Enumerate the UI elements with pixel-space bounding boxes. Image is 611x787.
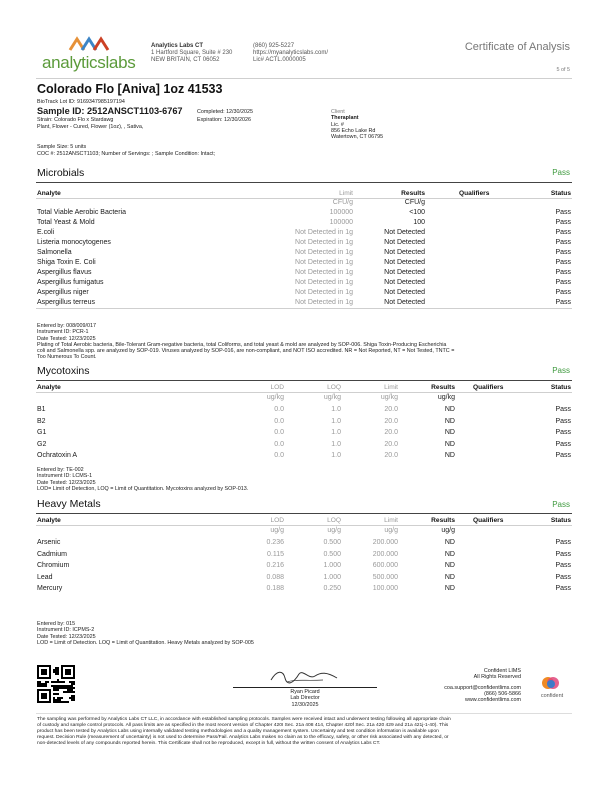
lod-cell: 0.115 [267,550,284,558]
lims-phone: (866) 506-5866 [484,690,521,697]
mycotoxins-header-results: Results [431,384,455,391]
limit-cell: Not Detected in 1g [295,269,353,276]
analyte-cell: Salmonella [37,249,72,256]
result-cell: ND [444,406,455,413]
lab-address-2: NEW BRITAIN, CT 06052 [151,57,220,63]
status-cell: Pass [555,585,571,593]
page-number: 5 of 5 [556,67,570,73]
microbials-title: Microbials [37,167,85,179]
status-cell: Pass [555,259,571,266]
table-row [0,208,611,218]
analyte-cell: Aspergillus terreus [37,299,95,306]
microbials-header-qualifiers: Qualifiers [459,190,490,197]
heavy-metals-title: Heavy Metals [37,498,101,510]
heavy-metals-units-lod: ug/g [270,527,284,534]
table-row [0,228,611,238]
confident-logo [532,674,572,704]
limit-cell: Not Detected in 1g [295,229,353,236]
microbials-note-line: Too Numerous To Count. [37,354,97,361]
coc-line: COC #: 2512ANSCT1103; Number of Servings: ; Sample Condition: Intact; [37,151,216,157]
analyte-cell: Aspergillus flavus [37,269,92,276]
status-cell: Pass [555,289,571,296]
mycotoxins-notes [37,467,577,492]
loq-cell: 1.0 [331,440,341,448]
analyte-cell: Shiga Toxin E. Coli [37,259,96,266]
lod-cell: 0.0 [274,417,284,425]
lod-cell: 0.088 [266,573,284,581]
heavy-metals-header-limit: Limit [384,517,398,524]
lims-email[interactable]: coa.support@confidentlims.com [444,684,521,691]
heavy-metals-header-analyte: Analyte [37,517,61,524]
qr-code-icon [37,665,75,703]
loq-cell: 0.250 [323,585,341,593]
microbials-note-line: Date Tested: 12/23/2025 [37,335,96,342]
limit-cell: Not Detected in 1g [295,259,353,266]
table-row [0,268,611,278]
signature-line [233,687,377,688]
limit-cell: Not Detected in 1g [295,279,353,286]
client-block [331,109,383,140]
result-cell: ND [444,539,455,546]
heavy-metals-units-limit: ug/g [384,527,398,534]
mycotoxins-title: Mycotoxins [37,365,90,377]
limit-cell: 20.0 [384,452,398,460]
result-cell: ND [444,440,455,448]
signature-image [265,666,345,688]
microbials-note-line: coli and Salmonella spp. are analyzed by SOP-019. Viruses analyzed by SOP-016, are non-compliant, and NOT ISO accredited. NR = Not Reported, NT = Not Tested, TNTC = [37,348,455,355]
lims-web[interactable]: www.confidentlims.com [464,697,521,704]
heavy-metals-header-lod: LOD [270,517,284,524]
result-cell: ND [444,585,455,593]
mycotoxins-divider [36,380,572,381]
status-cell: Pass [555,279,571,286]
signature-block [233,689,377,708]
analyte-cell: Total Viable Aerobic Bacteria [37,209,126,216]
table-row [0,440,611,450]
heavy-metals-note-line: Date Tested: 12/23/2025 [37,633,96,640]
analyte-cell: Listeria monocytogenes [37,239,111,246]
analyte-cell: Aspergillus fumigatus [37,279,104,286]
mycotoxins-units-results: ug/kg [437,394,455,401]
status-cell: Pass [555,440,571,448]
lims-info [420,668,521,703]
result-cell: Not Detected [384,269,425,276]
result-cell: Not Detected [384,299,425,306]
disclaimer-line: request. Decision Rule (measurement of uncertainty) is not used to determine Pass/Fail. Analytics Labs makes no claim as to the efficacy, safety, or other risk associated with any detected, or [37,734,449,740]
lod-cell: 0.0 [274,406,284,413]
analyte-cell: G1 [37,429,47,437]
heavy-metals-header-loq: LOQ [327,517,341,524]
header-divider [36,78,572,79]
mycotoxins-header-analyte: Analyte [37,384,61,391]
lab-info [151,43,232,64]
result-cell: ND [444,429,455,437]
confident-logo-mark-icon [541,674,561,692]
doc-title: Certificate of Analysis [464,41,570,53]
sample-size: Sample Size: 5 units [37,144,87,150]
status-cell: Pass [555,239,571,246]
limit-cell: 20.0 [384,429,398,437]
microbials-note-line: Plating of Total Aerobic bacteria, Bile-Tolerant Gram-negative bacteria, total Coliforms, and total yeast & mold are analyzed by SOP-006. Shiga Toxin-Producing Escherichia [37,341,447,348]
lod-cell: 0.0 [274,440,284,448]
lims-title: Confident LIMS [483,668,521,674]
mycotoxins-units-limit: ug/kg [380,394,398,401]
disclaimer-line: of custody and sample control protocols. All pass limits are as specified in the most recent version of Chapter 420I Sec. 21a 408 414, Chapter 420f Sec. 21a 420 429 and 21a 421j-1-40). This [37,722,449,728]
mycotoxins-note-line: Entered by: TE-002 [37,467,84,473]
logo-mark-icon [68,36,112,52]
mycotoxins-header-loq: LOQ [327,384,341,391]
sample-id: Sample ID: 2512ANSCT1103-6767 [37,106,183,116]
limit-cell: Not Detected in 1g [295,299,353,306]
result-cell: ND [444,562,455,570]
loq-cell: 0.500 [323,550,341,558]
mycotoxins-header-lod: LOD [270,384,284,391]
heavy-metals-header-qualifiers: Qualifiers [473,517,504,524]
status-cell: Pass [555,299,571,306]
lod-cell: 0.0 [274,452,284,460]
analyte-cell: Lead [37,573,53,581]
confident-logo-text: confident [540,693,564,699]
lod-cell: 0.0 [274,429,284,437]
limit-cell: 20.0 [384,406,398,413]
status-cell: Pass [555,562,571,570]
status-cell: Pass [555,539,571,546]
heavy-metals-units-loq: ug/g [327,527,341,534]
table-row [0,288,611,298]
table-row [0,550,611,560]
lod-cell: 0.216 [266,562,284,570]
signer-title: Lab Director [290,695,320,702]
analyte-cell: Aspergillus niger [37,289,89,296]
lab-name: Analytics Labs CT [151,43,204,49]
table-row [0,428,611,438]
result-cell: <100 [409,209,425,216]
status-cell: Pass [555,417,571,425]
microbials-note-line: Instrument ID: PCR-1 [37,329,89,336]
mycotoxins-status: Pass [552,366,570,375]
heavy-metals-note-line: LOD = Limit of Detection. LOQ = Limit of Quantitation. Heavy Metals analyzed by SOP-005 [37,639,254,646]
microbials-units-limit: CFU/g [332,199,353,206]
status-cell: Pass [555,452,571,460]
status-cell: Pass [555,269,571,276]
heavy-metals-header-results: Results [431,517,455,524]
strain: Strain: Colorado Flo x Stardawg [37,117,114,123]
result-cell: ND [444,417,455,425]
client-address-2: Watertown, CT 06795 [331,134,384,141]
heavy-metals-header-divider [36,525,572,526]
heavy-metals-note-line: Entered by: 015 [37,621,76,627]
analyte-cell: B1 [37,406,46,413]
table-row [0,218,611,228]
table-row [0,248,611,258]
microbials-divider [36,182,572,183]
result-cell: Not Detected [384,289,425,296]
result-cell: Not Detected [384,249,425,256]
limit-cell: Not Detected in 1g [295,249,353,256]
biotrack-id: BioTrack Lot ID: 9169347985197194 [37,99,125,105]
lims-rights: All Rights Reserved [473,674,521,681]
loq-cell: 1.0 [331,429,341,437]
status-cell: Pass [555,209,571,216]
result-cell: Not Detected [384,239,425,246]
result-cell: Not Detected [384,279,425,286]
loq-cell: 1.000 [323,562,341,570]
lod-cell: 0.188 [266,585,284,593]
limit-cell: 20.0 [384,440,398,448]
limit-cell: 100000 [329,219,353,226]
client-name: Theraplant [331,115,359,122]
table-row [0,584,611,594]
expiration-date: Expiration: 12/30/2026 [197,117,251,123]
table-row [0,573,611,583]
limit-cell: 200.000 [372,539,398,546]
result-cell: 100 [413,219,425,226]
limit-cell: 500.000 [372,573,398,581]
disclaimer-line: The sampling was performed by Analytics Labs CT LLC, in accordance with established sampling protocols. Samples were received intact and underwent testing following all appropriate chain [37,717,451,722]
mycotoxins-units-loq: ug/kg [323,394,341,401]
limit-cell: 100.000 [372,585,398,593]
status-cell: Pass [555,229,571,236]
heavy-metals-divider [36,513,572,514]
loq-cell: 1.0 [331,452,341,460]
footer-divider [36,713,572,714]
lab-license: Lic# ACTL.0000005 [253,57,306,63]
mycotoxins-note-line: LOD= Limit of Detection, LOQ = Limit of Quantitation. Mycotoxins analyzed by SOP-013. [37,485,249,492]
limit-cell: 600.000 [372,562,398,570]
table-row [0,298,611,308]
table-row [0,417,611,427]
limit-cell: Not Detected in 1g [295,289,353,296]
status-cell: Pass [555,429,571,437]
table-row [0,451,611,461]
heavy-metals-note-line: Instrument ID: ICPMS-2 [37,627,95,634]
status-cell: Pass [555,550,571,558]
status-cell: Pass [555,219,571,226]
mycotoxins-header-limit: Limit [384,384,398,391]
status-cell: Pass [555,573,571,581]
client-label: Client [331,109,345,115]
analyte-cell: Mercury [37,585,63,593]
table-row [0,258,611,268]
limit-cell: 20.0 [384,417,398,425]
client-lic: Lic. # [331,121,344,128]
lab-address-1: 1 Hartford Square, Suite # 230 [151,50,233,56]
signature-date: 12/30/2025 [291,701,319,708]
product-name: Colorado Flo [Aniva] 1oz 41533 [37,82,223,96]
lod-cell: 0.236 [266,539,284,546]
result-cell: Not Detected [384,229,425,236]
analyte-cell: Chromium [37,562,70,570]
matrix: Plant, Flower - Cured, Flower (1oz), , Sativa, [37,124,144,130]
mycotoxins-header-qualifiers: Qualifiers [473,384,504,391]
analyte-cell: B2 [37,417,46,425]
lab-website[interactable]: https://myanalyticslabs.com/ [253,50,329,56]
microbials-header-status: Status [550,190,571,197]
analyte-cell: Ochratoxin A [37,452,78,460]
heavy-metals-status: Pass [552,500,570,509]
microbials-note-line: Entered by: 008/009/017 [37,323,97,329]
heavy-metals-header-status: Status [550,517,571,524]
microbials-header-analyte: Analyte [37,190,61,197]
result-cell: ND [444,452,455,460]
heavy-metals-units-results: ug/g [441,527,455,534]
completed-date: Completed: 12/30/2025 [197,109,254,115]
table-row [0,278,611,288]
lab-phone: (860) 925-5227 [253,43,295,49]
heavy-metals-notes [37,621,577,646]
analyte-cell: Total Yeast & Mold [37,219,95,226]
analyte-cell: Arsenic [37,539,61,546]
client-address-1: 856 Echo Lake Rd [331,127,376,134]
disclaimer [37,717,577,747]
mycotoxins-note-line: Instrument ID: LCMS-1 [37,473,93,480]
loq-cell: 1.0 [331,417,341,425]
microbials-notes [37,323,577,361]
signer-name: Ryan Picard [290,689,320,695]
microbials-header-results: Results [401,190,425,197]
table-row [0,561,611,571]
mycotoxins-units-lod: ug/kg [266,394,284,401]
limit-cell: 200.000 [372,550,398,558]
microbials-status: Pass [552,168,570,177]
logo [40,36,140,76]
status-cell: Pass [555,406,571,413]
result-cell: ND [444,573,455,581]
table-row [0,538,611,548]
analyte-cell: Cadmium [37,550,67,558]
status-cell: Pass [555,249,571,256]
loq-cell: 0.500 [323,539,341,546]
analyte-cell: G2 [37,440,47,448]
loq-cell: 1.0 [331,406,341,413]
microbials-header-limit: Limit [339,190,353,197]
result-cell: ND [444,550,455,558]
limit-cell: Not Detected in 1g [295,239,353,246]
logo-text: analyticslabs [42,53,136,72]
analyte-cell: E.coli [37,229,55,236]
mycotoxins-header-status: Status [550,384,571,391]
table-row [0,238,611,248]
table-row [0,405,611,415]
result-cell: Not Detected [384,259,425,266]
mycotoxins-note-line: Date Tested: 12/23/2025 [37,479,96,486]
disclaimer-line: product has been tested by Analytics Labs using internally validated testing methodologies and a quality management system. Uncertainty and test condition information is available upon [37,728,439,734]
microbials-table-bottom [36,308,572,309]
limit-cell: 100000 [329,209,353,216]
microbials-units-results: CFU/g [404,199,425,206]
disclaimer-line: non-detected levels of any compounds reported herein. This Certificate shall not be reproduced, except in full, without the written consent of Analytics Labs CT. [37,740,381,746]
lab-contact [253,43,328,64]
loq-cell: 1.000 [323,573,341,581]
mycotoxins-header-divider [36,392,572,393]
